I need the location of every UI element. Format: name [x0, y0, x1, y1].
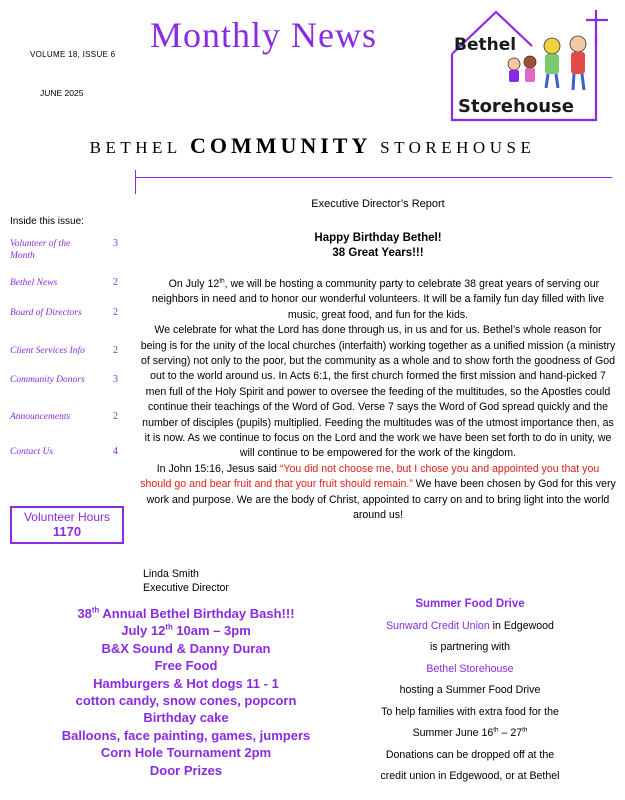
- toc-item-page: 3: [113, 374, 118, 385]
- report-paragraph-1: [140, 277, 616, 323]
- credit-union-name: Sunward Credit Union: [386, 619, 490, 632]
- toc-item-label: Client Services Info: [10, 346, 85, 356]
- food-drive-l6-b: – 27: [498, 727, 523, 739]
- toc-item-page: 4: [113, 446, 118, 457]
- newsletter-title: Monthly News: [150, 15, 377, 55]
- food-drive-l6-sup1: th: [493, 726, 499, 734]
- toc-item-label: Announcements: [10, 412, 71, 422]
- report-body: [140, 277, 616, 524]
- bash-l2-sup: th: [165, 623, 173, 633]
- bash-line-hamburgers: Hamburgers & Hot dogs 11 - 1: [93, 675, 279, 691]
- banner-word-bethel: BETHEL: [89, 138, 182, 157]
- toc-item-label: Bethel News: [10, 278, 58, 288]
- toc-item-label: Community Donors: [10, 375, 85, 385]
- bash-line-prizes: Door Prizes: [149, 762, 223, 778]
- toc-item-label: Volunteer of the Month: [10, 239, 71, 261]
- bash-l1-sup: th: [91, 605, 100, 615]
- bash-date-time: [44, 622, 328, 639]
- bash-line-music: B&X Sound & Danny Duran: [101, 640, 271, 656]
- report-paragraph-2: We celebrate for what the Lord has done through us, in us and for us. Bethel’s whole reason for being is for the unity of the local churches (interfaith) working together as a unified mission (a ministry of serving) not only to the poor, but the community as a whole and to show forth the goodness of God out to the world around us. In Acts 6:1, the first church formed the first mission and hand-picked 7 men full of the Holy Spirit and power to oversee the feeding of the multitudes, so the Apostles could continue their teachings of the Word of God. Verse 7 says the Word of God spread quickly and the number of disciples (pupils) multiplied. Feeding the multitudes was of the utmost importance then, as it is now. As we continue to focus on the Lord and the work we have been set forth to do in unity, we will continue to be empowered for the work of the kingdom.: [140, 324, 616, 460]
- family-figures-icon: [508, 36, 586, 90]
- headline-line2: 38 Great Years!!!: [332, 247, 424, 259]
- food-drive-line4: hosting a Summer Food Drive: [399, 684, 541, 696]
- banner-word-storehouse: STOREHOUSE: [380, 138, 536, 157]
- birthday-bash-announcement: [44, 605, 328, 779]
- summer-food-drive: [335, 594, 605, 788]
- toc-item-page: 2: [113, 345, 118, 356]
- divider-line: [135, 177, 612, 178]
- bash-l1-b: Annual Bethel Birthday Bash!!!: [99, 606, 295, 621]
- logo-line1: Bethel: [454, 35, 517, 55]
- signature-block: [143, 567, 229, 595]
- toc-item-page: 2: [113, 277, 118, 288]
- food-drive-line8: credit union in Edgewood, or at Bethel: [380, 770, 560, 782]
- toc-item-label: Contact Us: [10, 447, 54, 457]
- report-title: Executive Director’s Report: [311, 198, 445, 210]
- food-drive-line5: To help families with extra food for the: [381, 705, 559, 718]
- volume-issue: VOLUME 18, ISSUE 6: [30, 50, 116, 59]
- inside-issue-heading: Inside this issue:: [10, 216, 84, 227]
- toc-item-announcements[interactable]: [10, 411, 118, 423]
- volunteer-hours-label: Volunteer Hours: [23, 510, 111, 524]
- bethel-storehouse-logo: [446, 6, 614, 124]
- bash-title: [44, 605, 328, 622]
- divider-line-vertical: [135, 170, 136, 194]
- headline-line1: Happy Birthday Bethel!: [314, 232, 442, 244]
- p3-text-b: We have been chosen by God for this very work and purpose. We are the body of Christ, appointed to carry on and to bring light into the world around us!: [146, 478, 616, 522]
- toc-item-contact[interactable]: [10, 446, 118, 458]
- issue-date: JUNE 2025: [40, 88, 84, 98]
- food-drive-line1: [335, 616, 605, 638]
- p1-text-b: , we will be hosting a community party to celebrate 38 great years of serving our neighbors in need and to honor our wonderful volunteers. It will be a family fun day filled with live music, great food, and fun for the kids.: [151, 278, 605, 321]
- p1-text-a: On July 12: [168, 278, 220, 290]
- bash-line-treats: cotton candy, snow cones, popcorn: [75, 693, 297, 709]
- toc-item-page: 3: [113, 238, 118, 249]
- scripture-quote: “You did not choose me, but I chose you and appointed you that you should go and bear fruit and that your fruit should remain.”: [140, 462, 600, 491]
- toc-item-client-services[interactable]: [10, 345, 118, 357]
- food-drive-title: Summer Food Drive: [415, 598, 525, 610]
- bash-line-cornhole: Corn Hole Tournament 2pm: [100, 745, 272, 761]
- food-drive-l6-a: Summer June 16: [412, 727, 494, 739]
- volunteer-hours-value: 1170: [52, 524, 82, 539]
- toc-item-label: Board of Directors: [10, 308, 82, 318]
- organization-banner: [0, 133, 625, 159]
- p1-sup: th: [219, 277, 225, 285]
- toc-item-donors[interactable]: [10, 374, 118, 386]
- food-drive-dates: [335, 723, 605, 745]
- food-drive-line7: Donations can be dropped off at the: [385, 748, 555, 761]
- food-drive-line2: is partnering with: [429, 641, 511, 653]
- bash-l1-a: 38: [77, 606, 92, 621]
- signer-title: Executive Director: [143, 582, 229, 594]
- bash-line-cake: Birthday cake: [143, 710, 229, 726]
- bash-line-games: Balloons, face painting, games, jumpers: [61, 727, 311, 743]
- toc-item-board[interactable]: [10, 307, 118, 319]
- bash-line-food: Free Food: [154, 658, 218, 674]
- bash-l2-a: July 12: [121, 623, 166, 639]
- banner-word-community: COMMUNITY: [189, 133, 372, 158]
- toc-item-bethel-news[interactable]: [10, 277, 118, 289]
- toc-item-volunteer[interactable]: [10, 238, 118, 262]
- food-drive-l6-sup2: th: [522, 726, 528, 734]
- report-headline: [140, 231, 616, 261]
- signer-name: Linda Smith: [143, 568, 199, 580]
- p3-text-a: In John 15:16, Jesus said: [156, 462, 280, 475]
- food-drive-l1-b: in Edgewood: [489, 619, 554, 632]
- volunteer-hours-box: [10, 506, 124, 544]
- bash-l2-b: 10am – 3pm: [172, 623, 251, 639]
- food-drive-partner: Bethel Storehouse: [426, 662, 514, 675]
- report-paragraph-3: [140, 462, 616, 524]
- logo-line2: Storehouse: [458, 96, 574, 117]
- toc-item-page: 2: [113, 307, 118, 318]
- toc-item-page: 2: [113, 411, 118, 422]
